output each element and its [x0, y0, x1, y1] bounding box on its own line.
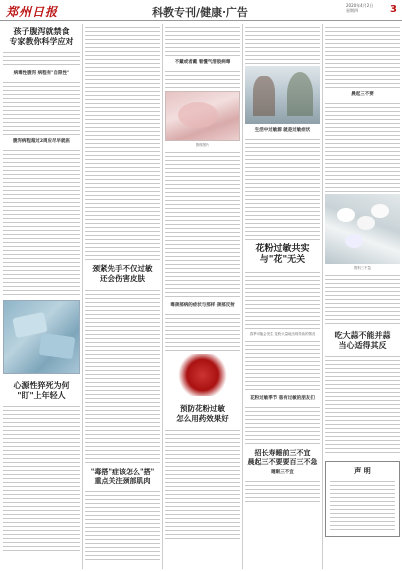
weekday-line: 星期四	[346, 8, 358, 13]
skin-photo	[165, 91, 240, 141]
article-body	[245, 478, 320, 504]
article-subheading: 腹泻病程超过2周应尽早就医	[12, 139, 71, 144]
trees-photo	[245, 66, 320, 124]
page-number: 3	[390, 4, 397, 15]
article-column-2	[85, 24, 160, 569]
article-body	[165, 68, 240, 88]
notice-body	[330, 478, 395, 532]
article-column-5	[325, 24, 400, 569]
photo-caption: 资料图片	[195, 143, 210, 147]
article-body	[85, 24, 160, 260]
article-column-3	[165, 24, 240, 569]
article-body	[325, 100, 400, 192]
page-header	[0, 0, 402, 21]
article-subheading: 晨起三不要	[351, 92, 374, 97]
face-masks-photo	[3, 300, 80, 374]
article-headline: 花粉过敏共实 与"花"无关	[255, 244, 310, 265]
article-body	[85, 287, 160, 463]
article-body	[165, 149, 240, 299]
article-body	[245, 136, 320, 240]
article-headline: 招长寿睡前三不宜 晨起三不要要百三不急	[247, 448, 318, 466]
column-divider	[242, 24, 243, 569]
article-body	[3, 147, 80, 297]
article-body	[3, 79, 80, 135]
article-body	[3, 403, 80, 553]
article-headline: 心源性猝死为何 "盯"上年轻人	[13, 380, 70, 400]
section-title: 科教专刊/健康·广告	[152, 6, 248, 19]
article-body	[245, 24, 320, 64]
article-column-4	[245, 24, 320, 569]
article-body	[325, 272, 400, 326]
article-body	[325, 24, 400, 88]
article-headline: 孩子腹泻就禁食 专家教你科学应对	[9, 26, 74, 46]
article-body	[165, 24, 240, 56]
article-subheading: 毒颈部病的症状与那样 颈部反射	[170, 303, 235, 308]
article-body	[85, 488, 160, 562]
article-body	[165, 311, 240, 351]
issue-date	[346, 3, 373, 13]
article-subheading: 花粉过敏季节 患有过敏的朋友们	[250, 396, 315, 401]
article-headline: "毒搭"症该怎么"搭" 重点关注颈部肌肉	[90, 467, 155, 485]
article-body	[3, 49, 80, 67]
notice-title: 声 明	[354, 466, 371, 475]
article-headline: 预防花粉过敏 怎么用药效果好	[176, 404, 229, 423]
photo-caption: 春季可能会发生 花粉大量地出现导致的情况	[249, 332, 316, 336]
article-body	[245, 338, 320, 392]
notice-box	[325, 461, 400, 537]
article-headline: 颈紧先手不仅过敏 还会伤害皮肤	[92, 264, 153, 283]
column-divider	[82, 24, 83, 569]
article-body	[165, 427, 240, 542]
article-body	[245, 269, 320, 329]
article-subheading: 病毒性腹泻 病程有"自限性"	[13, 71, 70, 76]
newspaper-logo: 郑州日报	[6, 5, 59, 19]
article-headline: 吃大蒜不能并蒜 当心适得其反	[334, 330, 391, 350]
column-divider	[322, 24, 323, 569]
date-line: 2020年4月2日	[346, 3, 374, 8]
article-column-1	[3, 24, 80, 569]
article-body	[325, 353, 400, 455]
article-subheading: 生活中过敏源 就是过敏症状	[254, 128, 311, 133]
column-divider	[162, 24, 163, 569]
article-subheading: 睡眠三不宜	[271, 470, 294, 475]
article-body	[245, 404, 320, 444]
blossom-photo	[325, 194, 400, 264]
photo-caption: 资料三不急	[354, 266, 371, 270]
article-subheading: 不戴或者戴 看懂气溶胶病毒	[174, 60, 231, 65]
jujube-photo	[175, 354, 230, 396]
